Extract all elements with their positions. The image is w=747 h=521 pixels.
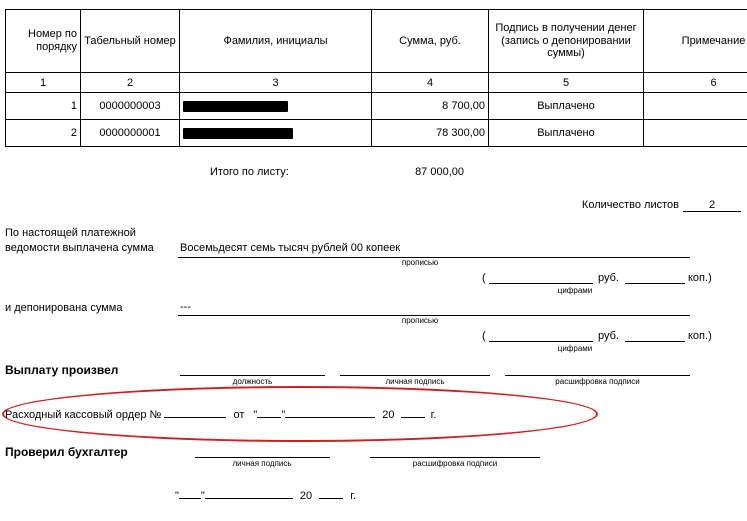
cash-order-year-suffix: г.	[431, 409, 437, 421]
sheet-total	[5, 166, 741, 182]
column-number-4: 4	[372, 73, 489, 93]
table-column-numbers-row	[6, 73, 747, 93]
sheet-total-label: Итого по листу:	[210, 166, 289, 178]
column-header-signature: Подпись в получении денег (запись о депонировании суммы)	[489, 10, 644, 73]
cash-order-line	[5, 409, 436, 421]
sheets-count-label: Количество листов	[582, 199, 679, 211]
cash-order-quote-close: "	[281, 409, 285, 421]
paid-by-decoding-caption: расшифровка подписи	[510, 377, 685, 386]
cash-order-year-blank	[401, 417, 425, 418]
statement-amount-words: Восемьдесят семь тысяч рублей 00 копеек	[180, 242, 400, 254]
accountant-signature-rule	[195, 457, 330, 458]
deposited-figures-kop: коп.)	[688, 330, 712, 342]
statement-line-1: По настоящей платежной	[5, 227, 136, 239]
column-number-1: 1	[6, 73, 81, 93]
cell-signature: Выплачено	[489, 93, 644, 120]
bottom-date-year-blank	[319, 498, 343, 499]
cash-order-month-blank	[285, 417, 375, 418]
cell-amount: 8 700,00	[372, 93, 489, 120]
statement-figures-open: (	[482, 272, 486, 284]
cell-note	[644, 93, 747, 120]
cell-signature: Выплачено	[489, 120, 644, 147]
table-body	[6, 93, 747, 147]
cell-order: 1	[6, 93, 81, 120]
cell-tab-number: 0000000003	[81, 93, 180, 120]
accountant-signature-caption: личная подпись	[197, 459, 327, 468]
column-number-3: 3	[180, 73, 372, 93]
column-number-5: 5	[489, 73, 644, 93]
bottom-date-quote-open: "	[175, 490, 179, 502]
bottom-date-line	[175, 490, 356, 502]
bottom-date-day-blank	[179, 498, 201, 499]
cash-order-number-blank	[164, 417, 226, 418]
redaction-bar	[183, 101, 288, 112]
cash-order-label: Расходный кассовый ордер №	[5, 409, 161, 421]
column-header-amount: Сумма, руб.	[372, 10, 489, 73]
payroll-table	[5, 9, 747, 147]
payroll-statement-page	[0, 9, 747, 521]
bottom-date-quote-close: "	[201, 490, 205, 502]
column-header-fio: Фамилия, инициалы	[180, 10, 372, 73]
accountant-decoding-caption: расшифровка подписи	[372, 459, 538, 468]
statement-figures-kop: коп.)	[688, 272, 712, 284]
paid-by-signature-rule	[340, 375, 490, 376]
table-row	[6, 93, 747, 120]
table-row	[6, 120, 747, 147]
cash-order-day-blank	[257, 417, 281, 418]
accountant-label: Проверил бухгалтер	[5, 445, 128, 459]
column-header-tab-number: Табельный номер	[81, 10, 180, 73]
sheets-count-value: 2	[683, 199, 741, 212]
cell-tab-number: 0000000001	[81, 120, 180, 147]
bottom-date-month-blank	[205, 498, 293, 499]
column-number-2: 2	[81, 73, 180, 93]
statement-figures-rub: руб.	[598, 272, 619, 284]
statement-figures-kop-rule	[625, 283, 685, 284]
paid-by-signature-caption: личная подпись	[345, 377, 485, 386]
cash-order-quote-open: "	[253, 409, 257, 421]
cell-order: 2	[6, 120, 81, 147]
statement-figures-rub-rule	[489, 283, 593, 284]
accountant-decoding-rule	[370, 457, 540, 458]
cash-order-from-label: от	[233, 409, 244, 421]
table-header-row	[6, 10, 747, 73]
deposited-value: ---	[180, 301, 191, 313]
sheets-count	[582, 199, 741, 212]
statement-line-2: ведомости выплачена сумма	[5, 242, 154, 254]
column-header-note: Примечание	[644, 10, 747, 73]
paid-by-decoding-rule	[505, 375, 690, 376]
cell-note	[644, 120, 747, 147]
deposited-figures-kop-rule	[625, 341, 685, 342]
cell-fio	[180, 93, 372, 120]
statement-words-caption: прописью	[380, 258, 460, 267]
column-number-6: 6	[644, 73, 747, 93]
deposited-figures-open: (	[482, 330, 486, 342]
deposited-figures-rub-rule	[489, 341, 593, 342]
paid-by-position-caption: должность	[195, 377, 310, 386]
bottom-date-year: 20	[300, 490, 312, 502]
paid-by-position-rule	[180, 375, 325, 376]
cash-order-year: 20	[382, 409, 394, 421]
deposited-figures-rub: руб.	[598, 330, 619, 342]
statement-figures-caption: цифрами	[530, 286, 620, 295]
table-header	[6, 10, 747, 93]
cell-amount: 78 300,00	[372, 120, 489, 147]
paid-by-label: Выплату произвел	[5, 363, 118, 377]
bottom-date-year-suffix: г.	[350, 490, 356, 502]
cell-fio	[180, 120, 372, 147]
deposited-words-caption: прописью	[380, 316, 460, 325]
redaction-bar	[183, 128, 293, 139]
deposited-figures-caption: цифрами	[530, 344, 620, 353]
sheet-total-value: 87 000,00	[354, 166, 464, 178]
column-header-order: Номер по порядку	[6, 10, 81, 73]
deposited-label: и депонирована сумма	[5, 302, 122, 314]
